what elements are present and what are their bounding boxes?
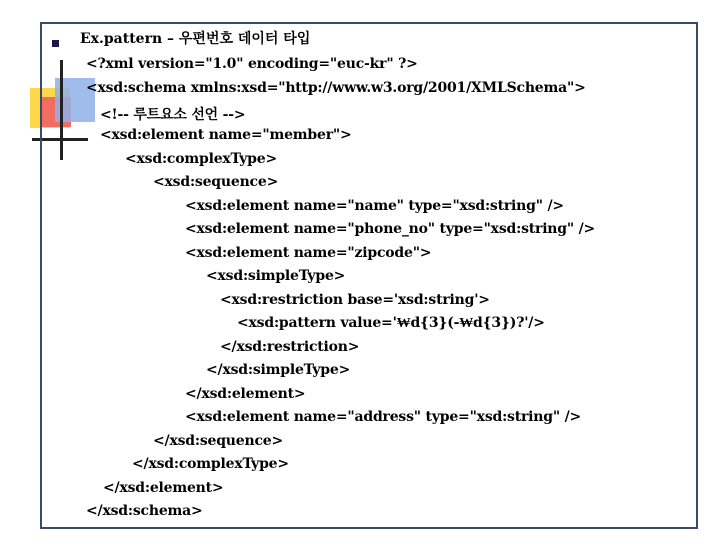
code-line: <xsd:element name="address" type="xsd:string" /> bbox=[185, 409, 582, 425]
code-line: <xsd:sequence> bbox=[153, 174, 279, 190]
code-line: </xsd:sequence> bbox=[153, 433, 284, 449]
code-line: <xsd:pattern value='₩d{3}(-₩d{3})?'/> bbox=[237, 315, 545, 331]
code-line: <xsd:restriction base='xsd:string'> bbox=[220, 292, 490, 308]
bullet-square-icon bbox=[52, 40, 59, 47]
code-line: <xsd:element name="member"> bbox=[100, 127, 352, 143]
code-line: <xsd:complexType> bbox=[125, 151, 277, 167]
code-line: <!-- 루트요소 선언 --> bbox=[100, 107, 246, 123]
code-line: </xsd:element> bbox=[185, 386, 306, 402]
slide-heading: Ex.pattern – 우편번호 데이터 타입 bbox=[80, 31, 311, 47]
code-line: <xsd:element name="name" type="xsd:string" /> bbox=[185, 198, 564, 214]
code-line: </xsd:complexType> bbox=[132, 456, 289, 472]
code-line: <xsd:simpleType> bbox=[206, 268, 346, 284]
code-line: </xsd:restriction> bbox=[220, 339, 360, 355]
code-line: </xsd:schema> bbox=[86, 503, 203, 519]
code-line: <xsd:element name="zipcode"> bbox=[185, 245, 432, 261]
code-line: <xsd:element name="phone_no" type="xsd:string" /> bbox=[185, 221, 596, 237]
code-line: </xsd:simpleType> bbox=[206, 362, 351, 378]
code-line: <xsd:schema xmlns:xsd="http://www.w3.org/2001/XMLSchema"> bbox=[86, 80, 586, 96]
code-line: <?xml version="1.0" encoding="euc-kr" ?> bbox=[86, 56, 418, 72]
code-line: </xsd:element> bbox=[103, 480, 224, 496]
